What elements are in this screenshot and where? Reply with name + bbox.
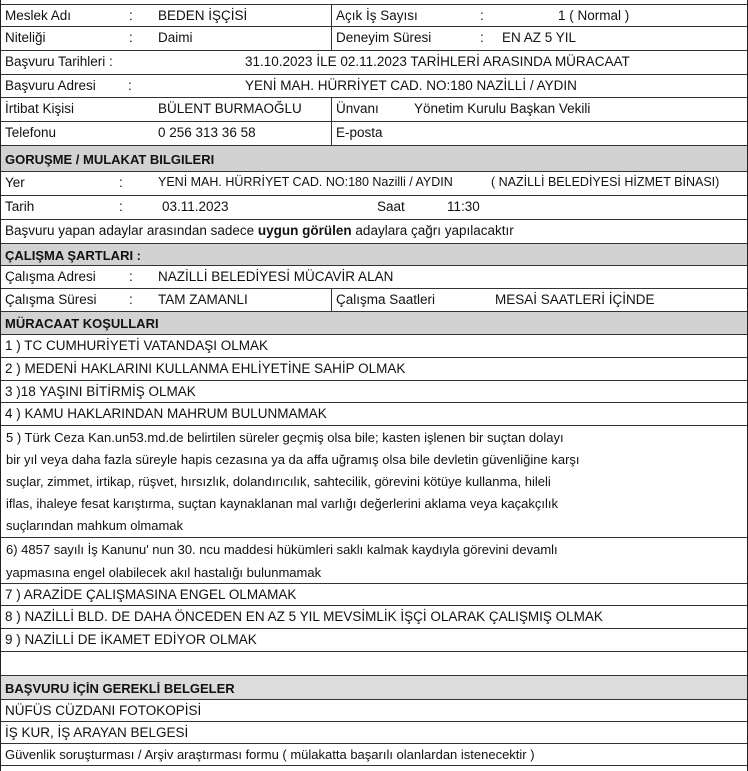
basvuru-adres-label: Başvuru Adresi [5,78,96,93]
section-header-documents [1,676,747,700]
irtibat-value: BÜLENT BURMAOĞLU [158,101,302,116]
row-interview-note [1,220,747,244]
document-item [1,722,747,744]
requirement-item [1,538,747,584]
interview-header: GORUŞME / MULAKAT BILGILERI [5,152,215,167]
row-calisma-adresi [1,266,747,289]
requirement-item [1,358,747,381]
calisma-adres-colon: : [129,269,133,284]
requirement-6-line-2: yapmasına engel olabilecek akıl hastalığı bulunmamak [6,565,322,580]
unvan-label: Ünvanı [336,101,379,116]
row-nitelik [1,27,747,51]
yer-label: Yer [5,175,25,190]
row-yer [1,172,747,196]
row-basvuru-adresi [1,75,747,98]
basvuru-tarih-value: 31.10.2023 İLE 02.11.2023 TARİHLERİ ARASINDA MÜRACAAT [245,54,630,69]
yer-note: ( NAZİLLİ BELEDİYESİ HİZMET BİNASI) [491,175,720,189]
requirement-item [1,335,747,358]
row-irtibat [1,98,747,122]
requirement-8: 8 ) NAZİLLİ BLD. DE DAHA ÖNCEDEN EN AZ 5 YIL MEVSİMLİK İŞÇİ OLARAK ÇALIŞMIŞ OLMAK [5,609,603,624]
basvuru-tarih-label: Başvuru Tarihleri : [5,54,113,69]
row-calisma-suresi [1,289,747,312]
tarih-label: Tarih [5,199,35,214]
requirement-item [1,381,747,403]
requirement-5-line-1: 5 ) Türk Ceza Kan.un53.md.de belirtilen süreler geçmiş olsa bile; kasten işlenen bir suçtan dolayı [6,430,564,445]
calisma-adres-value: NAZİLLİ BELEDİYESİ MÜCAVİR ALAN [158,269,394,284]
acik-cell [331,5,747,26]
row-basvuru-tarihleri [1,51,747,75]
document-item [1,700,747,722]
row-telefon [1,122,747,146]
basvuru-adres-value: YENİ MAH. HÜRRİYET CAD. NO:180 NAZİLLİ / AYDIN [245,78,577,93]
requirement-6-line-1: 6) 4857 sayılı İş Kanunu' nun 30. ncu maddesi hükümleri saklı kalmak kaydıyla görevini devamlı [6,542,558,557]
deneyim-colon: : [480,30,484,45]
nitelik-colon: : [129,30,133,45]
requirement-7: 7 ) ARAZİDE ÇALIŞMASINA ENGEL OLMAMAK [5,587,297,602]
deneyim-label: Deneyim Süresi [336,30,432,45]
unvan-cell [331,98,747,121]
saat-value: 11:30 [447,199,480,214]
section-header-conditions [1,244,747,266]
unvan-value: Yönetim Kurulu Başkan Vekili [414,101,591,116]
calisma-sure-label: Çalışma Süresi [5,292,97,307]
document-2: İŞ KUR, İŞ ARAYAN BELGESİ [5,725,189,740]
calisma-saat-label: Çalışma Saatleri [336,292,436,307]
requirement-2: 2 ) MEDENİ HAKLARINI KULLANMA EHLİYETİNE SAHİP OLMAK [5,361,406,376]
meslek-label: Meslek Adı [5,8,72,23]
deneyim-cell [331,27,747,50]
requirement-3: 3 )18 YAŞINI BİTİRMİŞ OLMAK [5,384,196,399]
yer-colon: : [119,175,123,190]
requirement-4: 4 ) KAMU HAKLARINDAN MAHRUM BULUNMAMAK [5,406,327,421]
requirements-header: MÜRACAAT KOŞULLARI [5,316,159,331]
blank-row [1,652,747,676]
basvuru-adres-colon: : [128,78,132,93]
nitelik-label: Niteliği [5,30,46,45]
eposta-label: E-posta [336,125,383,140]
calisma-sure-value: TAM ZAMANLI [158,292,248,307]
calisma-sure-colon: : [129,292,133,307]
tarih-colon: : [119,199,123,214]
saat-label: Saat [377,199,405,214]
section-header-requirements [1,312,747,335]
yer-value: YENİ MAH. HÜRRİYET CAD. NO:180 Nazilli / AYDIN [158,175,453,189]
nitelik-value: Daimi [158,30,193,45]
interview-note: Başvuru yapan adaylar arasından sadece uygun görülen adaylara çağrı yapılacaktır [5,223,514,238]
row-meslek [1,4,747,27]
acik-colon: : [480,8,484,23]
conditions-header: ÇALIŞMA ŞARTLARI : [5,248,142,263]
meslek-value: BEDEN İŞÇİSİ [158,8,248,23]
eposta-cell [331,122,747,145]
requirement-5-line-3: suçlar, zimmet, irtikap, rüşvet, hırsızlık, dolandırıcılık, sahtecilik, görevini kötüye kullanma, hileli [6,474,551,489]
requirement-item [1,584,747,606]
document-1: NÜFÜS CÜZDANI FOTOKOPİSİ [5,703,202,718]
requirement-1: 1 ) TC CUMHURİYETİ VATANDAŞI OLMAK [5,338,269,353]
document-3: Güvenlik soruşturması / Arşiv araştırması formu ( mülakatta başarılı olanlardan istenecektir ) [5,747,535,762]
calisma-saat-value: MESAİ SAATLERİ İÇİNDE [495,292,655,307]
acik-value: 1 ( Normal ) [558,8,630,23]
requirement-item [1,629,747,652]
telefon-value: 0 256 313 36 58 [158,125,256,140]
requirement-item [1,606,747,629]
requirement-5-line-5: suçlarından mahkum olmamak [6,518,184,533]
requirement-item [1,403,747,426]
calisma-saat-cell [331,289,747,311]
requirement-9: 9 ) NAZİLLİ DE İKAMET EDİYOR OLMAK [5,632,257,647]
telefon-label: Telefonu [5,125,57,140]
document-item [1,744,747,766]
deneyim-value: EN AZ 5 YIL [502,30,577,45]
section-header-interview [1,146,747,172]
row-tarih [1,196,747,220]
documents-header: BAŞVURU İÇİN GEREKLİ BELGELER [5,681,235,696]
irtibat-label: İrtibat Kişisi [5,101,75,116]
requirement-5-line-2: bir yıl veya daha fazla süreyle hapis cezasına ya da affa uğramış olsa bile devletin güvenliğine karşı [6,452,580,467]
meslek-colon: : [129,8,133,23]
calisma-adres-label: Çalışma Adresi [5,269,96,284]
blank-row [1,766,747,771]
requirement-5-line-4: iflas, ihaleye fesat karıştırma, suçtan kaynaklanan mal varlığı değerlerini aklama veya kaçakçılık [6,496,559,511]
requirement-item [1,426,747,538]
acik-label: Açık İş Sayısı [336,8,418,23]
tarih-value: 03.11.2023 [162,199,229,214]
